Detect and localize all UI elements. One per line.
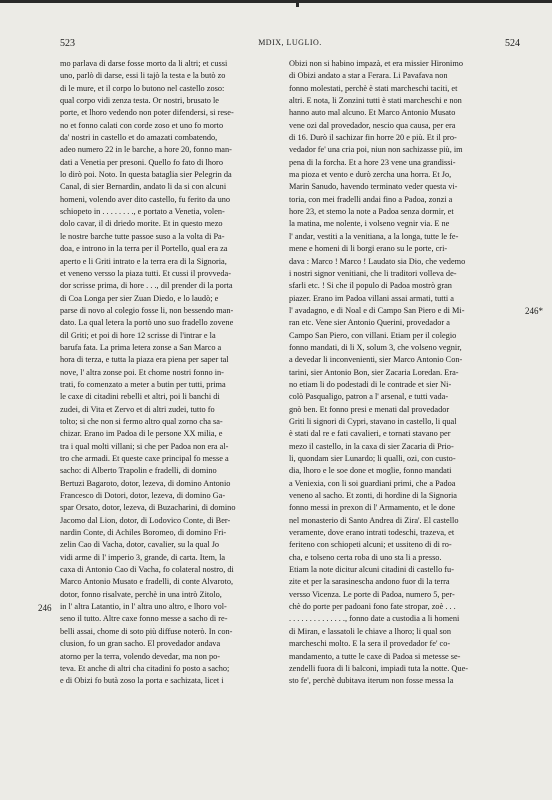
text-line: piazer. Erano im Padoa villani assai armati, tutti a — [289, 293, 454, 303]
text-line: spar Orsato, dotor, lezeva, di Buzacharini, di domino — [60, 503, 236, 513]
text-line: fonno messi in prexon di l' Armamento, et le done — [289, 503, 456, 513]
text-line: Griti li signori di Cypri, stavano in castello, li qual — [289, 416, 457, 426]
text-line: dor scrisse prima, di hore . . ., dil prender di la porta — [60, 281, 233, 291]
text-line: nel monasterio di Santo Andrea di Zira'. El castello — [289, 515, 459, 525]
text-line: atorno per la terra, volendo devedar, ma non po- — [60, 651, 221, 661]
text-line: zendelli fuora di li balconi, impiadi tuta la notte. Que- — [289, 663, 469, 673]
text-line: no etiam li do podestadi di le contrade et sier Ni- — [289, 379, 452, 389]
text-line: vene ozi dal provedador, nescio qua causa, per era — [289, 120, 456, 130]
text-line: schiopeto in . . . . . . . ., e portato a Venetia, volen- — [60, 207, 225, 217]
text-line: Bertuzi Bagaroto, dotor, lezeva, di domino Antonio — [60, 478, 231, 488]
page-number-right: 524 — [505, 38, 520, 49]
text-line: di Coa Longa per sier Zuan Diedo, e lo laudò; e — [60, 293, 219, 303]
text-line: i nostri signor venitiani, che li traditori volleva de- — [289, 268, 457, 278]
text-line: colò Pasqualigo, patron a l' arsenal, e tutti vada- — [289, 392, 449, 402]
left-text-column — [60, 58, 277, 688]
text-line: homeni, volendo aver dito castello, fu ferito da uno — [60, 194, 231, 204]
text-line: zite et per la sarasinescha andono fuor di la terra — [289, 577, 450, 587]
text-line: no et fonno calati con corde zoso et uno fo morto — [60, 120, 224, 130]
text-line: sacho: di Alberto Trapolin e fradelli, di domino — [60, 466, 217, 476]
text-line: fonno mandati, di li X, solum 3, che volseno vegnir, — [289, 342, 462, 352]
text-line: nardin Conte, di Achiles Boromeo, di domino Fri- — [60, 528, 227, 538]
text-line: è stati dal re e fati cavalieri, e tornati stavano per — [289, 429, 451, 439]
text-line: Marco Antonio Musato e fradelli, di conte Alvaroto, — [60, 577, 234, 587]
text-line: dil Griti; et poi di hore 12 scrisse di l'intrar e la — [60, 330, 216, 340]
text-line: Campo San Piero, con villani. Etiam per il colegio — [289, 330, 457, 340]
text-line: tro che armadi. Et queste caxe principal fo messe a — [60, 454, 229, 463]
text-line: nove, l' altra zonse poi. Et chome nostri fonno in- — [60, 367, 224, 377]
text-line: barufa fata. La prima letera zonse a San Marco a — [60, 342, 222, 352]
text-line: mene e homeni di li borgi erano su le porte, cri- — [289, 244, 448, 254]
text-line: veramente, dove erano intrati todeschi, trazeva, et — [289, 528, 455, 538]
page-header — [60, 38, 520, 54]
text-line: versso Vicenza. Le porte di Padoa, numero 5, per- — [289, 589, 455, 599]
text-line: in l' altra Latantio, in l' altra uno altro, e lhoro vol- — [60, 602, 227, 612]
text-line: e di Obizi fo butà zoso la porta e sachizata, licet i — [60, 676, 224, 686]
text-line: di le mure, et il corpo lo butono nel castello zoso: — [60, 83, 225, 93]
text-line: marcheschi molto. E la sera il provedador fe' co- — [289, 639, 451, 649]
text-line: porte, et lhoro vedendo non poter difendersi, si rese- — [60, 108, 234, 118]
text-line: Etiam la note dicitur alcuni citadini di castello fu- — [289, 565, 454, 575]
text-line: tolto; si che non si fermo altro qual zorno cha sa- — [60, 416, 223, 426]
top-scan-mark — [296, 3, 299, 7]
text-line: parse di novo al colegio fosse li, non bessendo man- — [60, 305, 234, 315]
text-line: seno il tutto. Altre caxe fonno messe a sacho di re- — [60, 614, 228, 624]
text-line: uno, parlò di darse, essi li tajò la testa e la butò zo — [60, 71, 226, 81]
text-line: di 16. Durò il sachizar fin horre 20 e più. Et il pro- — [289, 133, 457, 143]
text-line: feriteno con schiopeti alcuni; et ussiteno di di ro- — [289, 540, 452, 550]
text-line: di Miran, e lassatoli le chiave a lhoro; li qual son — [289, 626, 451, 636]
text-line: chizar. Erano im Padoa di le persone XX milia, e — [60, 429, 223, 439]
text-line: mo parlava di darse fosse morto da li altri; et cussi — [60, 59, 228, 68]
text-line: da' nostri in castello et do amazati combatendo, — [60, 133, 218, 143]
text-line: belli assai, chome di soto più diffuse noterò. In con- — [60, 626, 233, 636]
text-line: cha, e tolseno certa roba di uno sta li a presso. — [289, 552, 442, 562]
text-line: tra i qual molti villani; si che per Padoa non era al- — [60, 441, 229, 451]
text-line: dia, lhoro e le soe done et moglie, fonno mandati — [289, 466, 452, 476]
text-line: la matina, me nolente, i volseno vegnir via. E ne — [289, 219, 450, 229]
text-line: Marin Sanudo, havendo terminato veder questa vi- — [289, 182, 458, 192]
text-line: dotor, fonno risalvate, perchè in una intrò Zitolo, — [60, 589, 222, 599]
text-line: et veneno versso la piaza tutti. Et cussi il provveda- — [60, 268, 231, 278]
text-line: le caxe di citadini rebelli et altri, poi li banchi di — [60, 392, 220, 402]
text-line: Canal, di sier Bernardin, andato li da si con alcuni — [60, 182, 227, 192]
text-line: qual corpo vidi zenza testa. Or nostri, brusato le — [60, 96, 219, 106]
text-line: zelin Cao di Vacha, dotor, cavalier, su la qual Jo — [60, 540, 220, 550]
text-line: sfarli etc. ! Si che il populo di Padoa mostrò gran — [289, 281, 452, 291]
text-line: a devedar li inconvenienti, sier Marco Antonio Con- — [289, 355, 463, 365]
text-line: mezo il castello, in la caxa di sier Zacaria di Prio- — [289, 441, 454, 451]
text-line: vidi arme di l' imperio 3, grande, di carta. Item, la — [60, 552, 226, 562]
text-line: le nostre barche tutte passoe suso a la volta di Pa- — [60, 231, 225, 241]
text-line: tarini, sier Antonio Bon, sier Zacaria Loredan. Era- — [289, 367, 459, 377]
text-line: doa, e introno in la terra per il Portello, qual era za — [60, 244, 228, 254]
text-line: chè do porte per padoani fono fate stropar, zoè . . . — [289, 602, 456, 612]
text-line: sto fe', perchè dubitava iterum non fosse messa la — [289, 676, 454, 686]
text-line: l' andar, vestiti a la venitiana, a la longa, tutte le fe- — [289, 231, 459, 241]
text-line: dati a Venetia per presoni. Quello fo fato di lhoro — [60, 157, 223, 167]
text-line: di Obizi andato a star a Ferara. Li Pavafava non — [289, 71, 448, 81]
text-line: hora di terza, e tutta la piaza era piena per saper tal — [60, 355, 229, 365]
text-line: toria, con mei fradelli andai fino a Padoa, zonzi a — [289, 194, 453, 204]
text-line: ran etc. Vene sier Antonio Querini, provedador a — [289, 318, 450, 328]
running-title: MDIX, LUGLIO. — [258, 38, 322, 47]
text-line: aperto e li Griti intrato e la terra era di la Signoria, — [60, 256, 227, 266]
text-line: trati, fo comenzato a meter a butin per tutti, prima — [60, 379, 226, 389]
text-line: gnò ben. Et fonno presi e menati dal provedador — [289, 404, 450, 414]
top-scan-edge — [0, 0, 552, 3]
text-line: Obizi non si habino impazà, et era missier Hironimo — [289, 59, 463, 68]
text-line: dato. La qual letera la portò uno suo fradello zovene — [60, 318, 234, 328]
text-line: dava : Marco ! Marco ! Laudato sia Dio, che vedemo — [289, 256, 466, 266]
page-number-left: 523 — [60, 38, 75, 49]
text-line: hore 23, et stemo la note a Padoa senza dormir, et — [289, 207, 454, 217]
margin-note-right: 246* — [525, 306, 543, 316]
text-line: veneno al sacho. Et zonti, di hordine di la Signoria — [289, 491, 457, 501]
text-line: mandamento, a tutte le caxe di Padoa si metesse se- — [289, 651, 461, 661]
text-line: altri. E nota, li Zonzini tutti è stati marcheschi e non — [289, 96, 462, 106]
text-line: adeo numero 22 in le barche, a hore 20, fonno man- — [60, 145, 232, 155]
text-line: fonno molestati, perchè è stati marcheschi taciti, et — [289, 83, 458, 93]
text-line: caxa di Antonio Cao di Vacha, fo colateral nostro, di — [60, 565, 234, 575]
text-line: Jacomo dal Lion, dotor, di Lodovico Conte, di Ber- — [60, 515, 231, 525]
text-line: clusion, fo un gran sacho. El provedador andava — [60, 639, 221, 649]
text-line: pena di la forcha. Et a hore 23 vene una grandissi- — [289, 157, 456, 167]
text-line: dolo cavar, il di driedo morite. Et in questo mezo — [60, 219, 223, 229]
text-line: a Veniexia, con li soi guardiani primi, che a Padoa — [289, 478, 456, 488]
text-line: l' avadagno, e di Noal e di Campo San Piero e di Mi- — [289, 305, 465, 315]
margin-note-left: 246 — [38, 603, 52, 613]
text-line: hanno auto mal alcuno. Et Marco Antonio Musato — [289, 108, 456, 118]
text-line: Francesco di Dotori, dotor, lezeva, di domino Ga- — [60, 491, 226, 501]
text-line: zudei, di Vita et Zervo et di altri zudei, tutto fo — [60, 404, 215, 414]
text-line: li, quondam sier Lunardo; li qualli, ozi, con custo- — [289, 454, 456, 463]
text-line: vedador fe' una cria poi, niun non sachizasse più, im — [289, 145, 463, 155]
right-text-column — [289, 58, 506, 688]
text-line: . . . . . . . . . . . . . ., fonno date a custodia a li homeni — [289, 614, 460, 624]
text-line: teva. Et anche di altri cha citadini fo posto a sacho; — [60, 663, 230, 673]
text-line: lo dirò poi. Noto. In questa bataglia sier Pelegrin da — [60, 170, 232, 180]
text-line: ma pioza et vento e durò zercha una horra. Et Jo, — [289, 170, 452, 180]
